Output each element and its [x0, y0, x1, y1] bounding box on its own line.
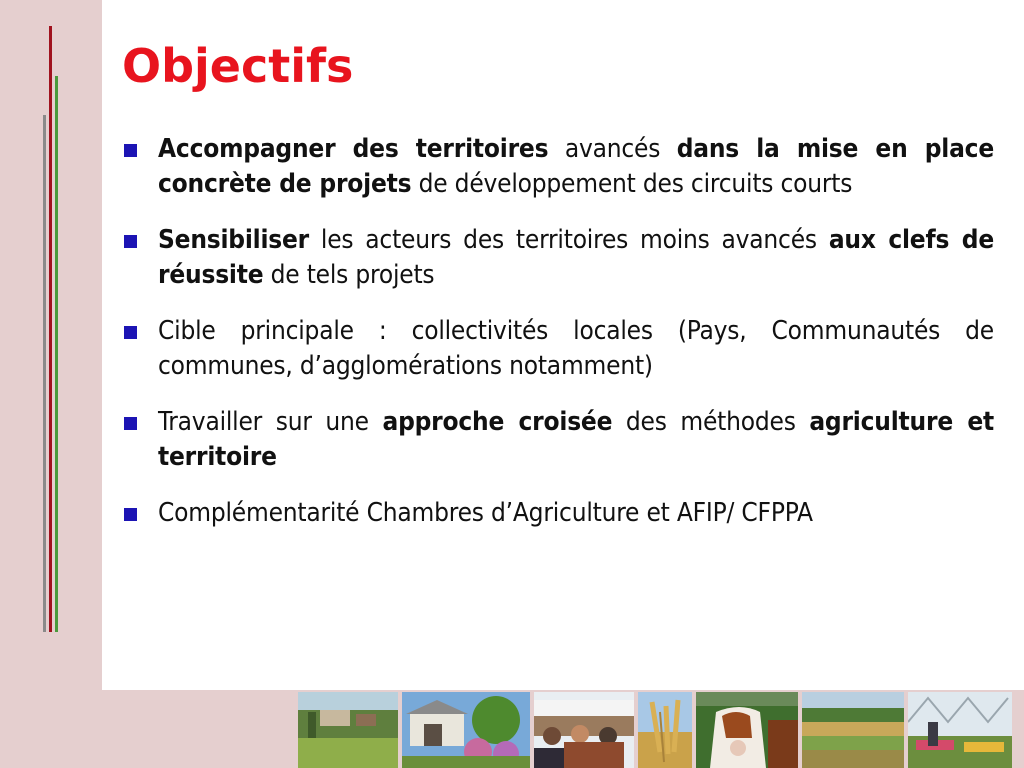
farmers-market-photo [534, 692, 634, 768]
vertical-line-red [49, 26, 52, 632]
bullet-text [158, 496, 994, 531]
bullet-text-bold: dans la mise en place concrète de projets [158, 134, 994, 199]
bullet-text [158, 405, 994, 475]
cow-photo [696, 692, 798, 768]
bullet-text-segment: Cible principale : collectivités locales (Pays, Communautés de communes, d’agglomérations notamment) [158, 316, 994, 381]
vertical-line-green [55, 76, 58, 632]
bullet-text-segment: de développement des circuits courts [411, 169, 853, 199]
greenhouse-photo [908, 692, 1012, 768]
bullet-text [158, 314, 994, 384]
photo-strip [298, 692, 1024, 768]
bullet-square-icon [124, 417, 137, 430]
bullet-text-bold: approche croisée [382, 407, 613, 437]
bullet-item [122, 223, 994, 293]
bullet-text-bold: aux clefs de réussite [158, 225, 994, 290]
bullet-text-segment: de tels projets [263, 260, 435, 290]
bullet-item [122, 496, 994, 531]
bullet-square-icon [124, 326, 137, 339]
bullet-text [158, 132, 994, 202]
bullet-text-bold: agriculture et territoire [158, 407, 995, 472]
bullet-text-segment: Travailler sur une [158, 407, 383, 437]
wheat-photo [638, 692, 692, 768]
vertical-line-gray [43, 115, 46, 632]
farm-building-photo [402, 692, 530, 768]
bullet-text [158, 223, 994, 293]
bullet-square-icon [124, 144, 137, 157]
left-sidebar [0, 0, 102, 768]
bullet-text-bold: Sensibiliser [158, 225, 310, 255]
bullet-text-segment: des méthodes [612, 407, 810, 437]
fields-photo [802, 692, 904, 768]
slide-title: Objectifs [122, 39, 354, 93]
bullet-item [122, 405, 994, 475]
bullet-list [122, 132, 994, 552]
bullet-square-icon [124, 508, 137, 521]
bullet-text-segment: les acteurs des territoires moins avancés [309, 225, 829, 255]
bullet-square-icon [124, 235, 137, 248]
bullet-text-bold: Accompagner des territoires [158, 134, 549, 164]
village-landscape-photo [298, 692, 398, 768]
bullet-text-segment: Complémentarité Chambres d’Agriculture et AFIP/ CFPPA [158, 498, 813, 528]
bullet-item [122, 132, 994, 202]
bullet-text-segment: avancés [548, 134, 677, 164]
bullet-item [122, 314, 994, 384]
slide-content [102, 0, 1024, 690]
